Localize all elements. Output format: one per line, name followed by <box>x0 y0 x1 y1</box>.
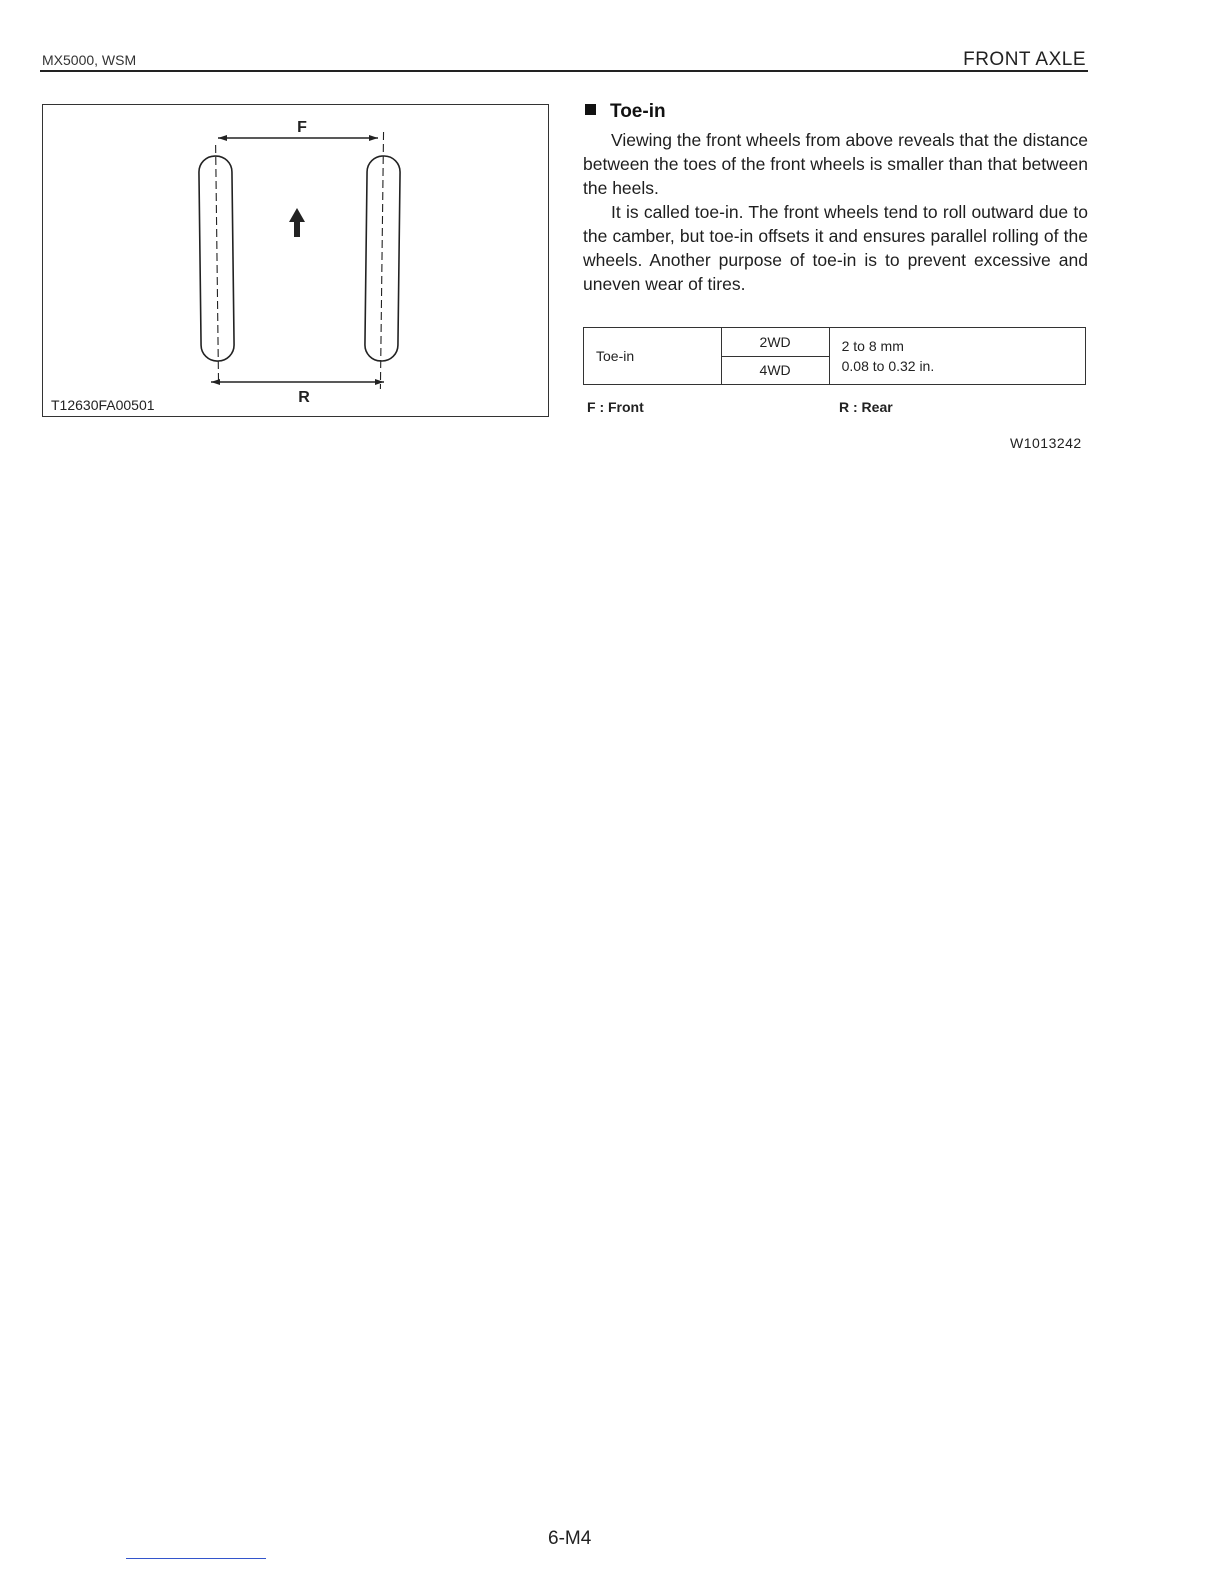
section-title-text: Toe-in <box>610 101 666 122</box>
page-number: 6-M4 <box>548 1528 592 1549</box>
rear-dimension-line <box>211 379 384 385</box>
spec-value-cell <box>829 328 1085 385</box>
section-body <box>583 128 1088 296</box>
rear-label: R <box>298 389 310 406</box>
legend-front: F : Front <box>587 399 644 415</box>
spec-value-metric: 2 to 8 mm <box>841 338 904 354</box>
toe-in-diagram <box>43 105 550 418</box>
spec-value-imperial: 0.08 to 0.32 in. <box>841 358 935 374</box>
bullet-square-icon <box>585 104 596 115</box>
left-wheel <box>199 145 235 381</box>
header-rule <box>40 70 1088 72</box>
front-label: F <box>297 119 307 136</box>
paragraph-1: Viewing the front wheels from above reveals that the distance between the toes of the front wheels is smaller than that between the heels. <box>583 130 1088 198</box>
footer-rule <box>126 1558 266 1559</box>
legend-rear: R : Rear <box>839 399 893 415</box>
right-wheel <box>364 132 400 389</box>
header-section-title: FRONT AXLE <box>963 49 1086 70</box>
toe-in-figure <box>42 104 549 417</box>
toe-in-spec-table <box>583 327 1086 385</box>
paragraph-2: It is called toe-in. The front wheels tend to roll outward due to the camber, but toe-in offsets it and ensures parallel rolling of the wheels. Another purpose of toe-in is to prevent excessive and uneven wear of tires. <box>583 202 1088 294</box>
document-code: W1013242 <box>1010 435 1082 451</box>
header-manual-title: MX5000, WSM <box>42 52 137 68</box>
spec-drive-2wd: 2WD <box>721 328 829 357</box>
spec-drive-4wd: 4WD <box>721 356 829 385</box>
forward-arrow-icon <box>289 208 305 237</box>
section-title <box>585 101 666 123</box>
figure-code: T12630FA00501 <box>51 397 155 413</box>
spec-name-cell: Toe-in <box>584 328 722 385</box>
